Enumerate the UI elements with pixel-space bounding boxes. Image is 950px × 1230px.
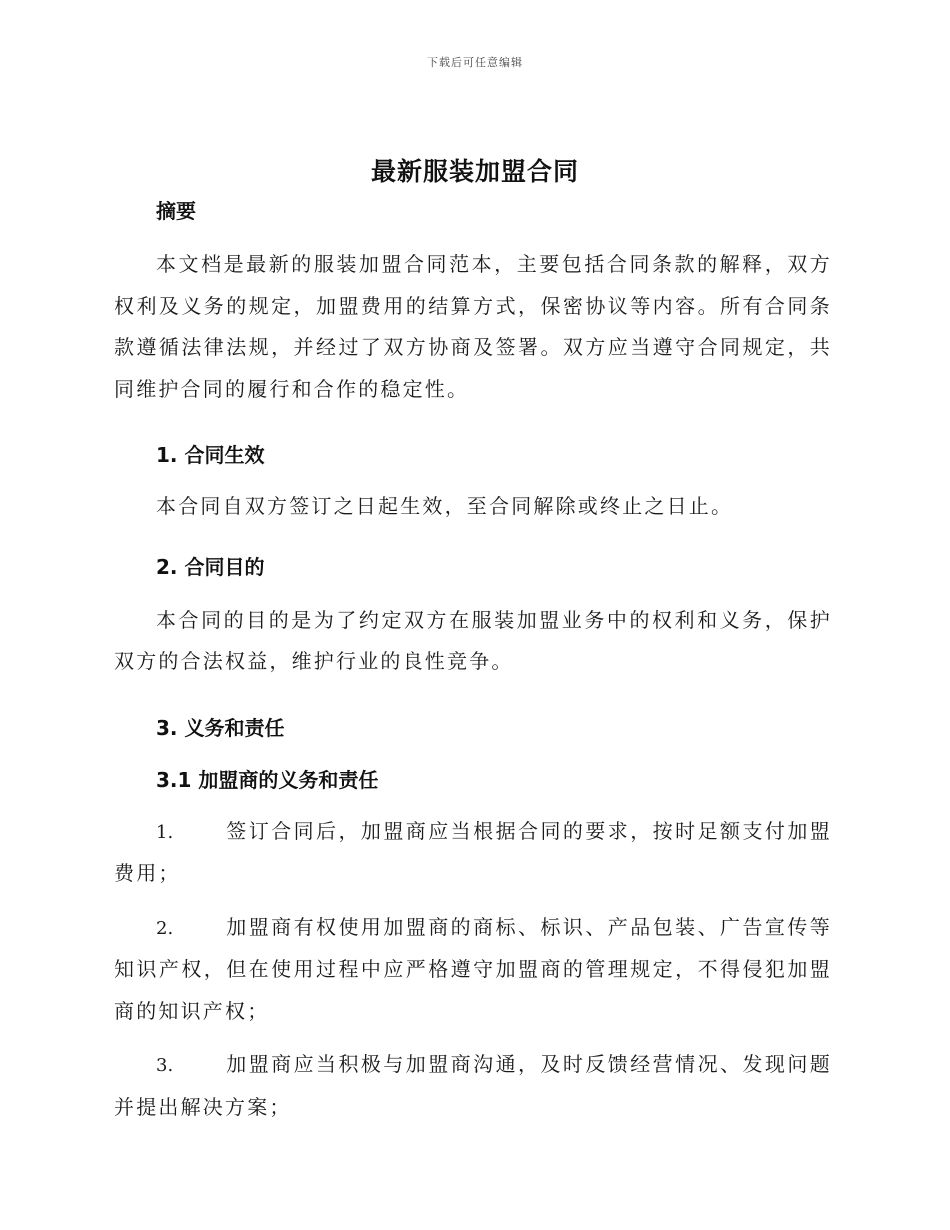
section-2-heading: 2. 合同目的 — [156, 554, 265, 579]
list-item — [114, 811, 832, 895]
section-2-paragraph: 本合同的目的是为了约定双方在服装加盟业务中的权利和义务，保护双方的合法权益，维护行业的良性竞争。 — [114, 607, 832, 673]
section-3-1-heading: 3.1 加盟商的义务和责任 — [156, 767, 379, 792]
document-title: 最新服装加盟合同 — [370, 157, 579, 186]
section-1-paragraph: 本合同自双方签订之日起生效，至合同解除或终止之日止。 — [156, 494, 734, 518]
list-item — [114, 907, 832, 1033]
document-body — [114, 194, 832, 1128]
list-item-text: 签订合同后，加盟商应当根据合同的要求，按时足额支付加盟费用； — [114, 818, 832, 885]
abstract-paragraph: 本文档是最新的服装加盟合同范本，主要包括合同条款的解释，双方权利及义务的规定，加盟费用的结算方式，保密协议等内容。所有合同条款遵循法律法规，并经过了双方协商及签署。双方应当遵守合同规定，共同维护合同的履行和合作的稳定性。 — [114, 252, 832, 401]
list-item-text: 加盟商应当积极与加盟商沟通，及时反馈经营情况、发现问题并提出解决方案； — [114, 1052, 832, 1119]
list-item-number: 3. — [156, 1055, 174, 1076]
list-item-text: 加盟商有权使用加盟商的商标、标识、产品包装、广告宣传等知识产权，但在使用过程中应严格遵守加盟商的管理规定，不得侵犯加盟商的知识产权； — [114, 914, 832, 1023]
section-3-heading: 3. 义务和责任 — [156, 715, 285, 740]
list-item — [114, 1044, 832, 1128]
list-item-number: 2. — [156, 917, 174, 939]
header-note: 下载后可任意编辑 — [427, 56, 523, 69]
section-1-heading: 1. 合同生效 — [156, 443, 265, 467]
abstract-heading: 摘要 — [156, 199, 196, 223]
list-item-number: 1. — [156, 821, 174, 843]
